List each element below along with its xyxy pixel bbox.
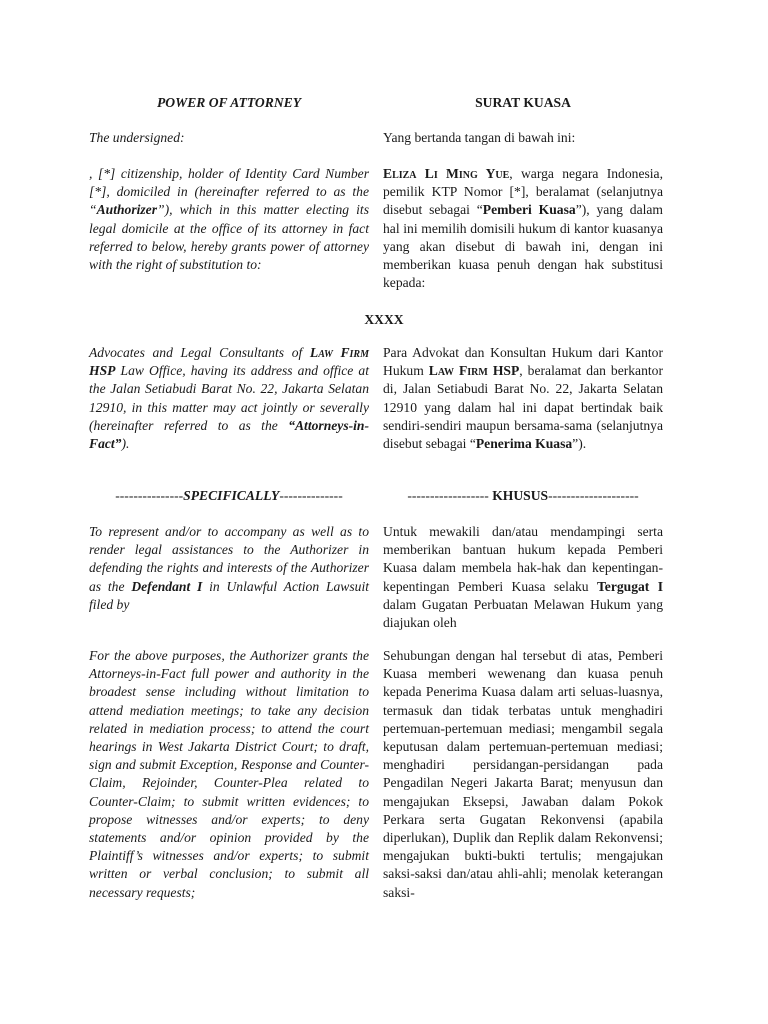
authorizer-paragraph-indonesian: Eliza Li Ming Yue, warga negara Indonesia, pemilik KTP Nomor [*], beralamat (selanjutnya disebut sebagai “Pemberi Kuasa”), yang dalam hal ini memilih domisili hukum di kantor kuasanya yang akan disebut di bawah ini, dengan ini memberikan kuasa penuh dengan hak substitusi kepada: [383, 166, 663, 291]
section-separator: XXXX [364, 312, 404, 327]
specifically-heading-english: ---------------SPECIFICALLY-------------- [115, 488, 343, 503]
advocates-paragraph-english: Advocates and Legal Consultants of Law Firm HSP Law Office, having its address and office at the Jalan Setiabudi Barat No. 22, Jakarta Selatan 12910, in this matter may act jointly or severally (hereinafter referred to as the “Attorneys-in-Fact”). [89, 345, 369, 452]
undersigned-indonesian: Yang bertanda tangan di bawah ini: [383, 130, 576, 145]
represent-paragraph-english: To represent and/or to accompany as well as to render legal assistances to the Authorizer in defending the rights and interests of the Authorizer as the Defendant I in Unlawful Action Lawsuit filed by [89, 524, 370, 612]
represent-paragraph-indonesian: Untuk mewakili dan/atau mendampingi serta memberikan bantuan hukum kepada Pemberi Kuasa dalam membela hak-hak dan kepentingan-kepentingan Pemberi Kuasa selaku Tergugat I dalam Gugatan Perbuatan Melawan Hukum yang diajukan oleh [383, 524, 664, 631]
title-english: POWER OF ATTORNEY [156, 95, 302, 110]
advocates-paragraph-indonesian: Para Advokat dan Konsultan Hukum dari Kantor Hukum Law Firm HSP, beralamat dan berkantor di, Jalan Setiabudi Barat No. 22, Jakarta Selatan 12910 yang dalam hal ini dapat bertindak baik sendiri-sendiri maupun bersama-sama (selanjutnya disebut sebagai “Penerima Kuasa”). [383, 345, 663, 452]
undersigned-english: The undersigned: [89, 130, 185, 145]
authorizer-name: Eliza Li Ming Yue [383, 166, 510, 181]
purposes-paragraph-english: For the above purposes, the Authorizer grants the Attorneys-in-Fact full power and authority in the broadest sense including without limitation to attend mediation meetings; to take any decision related in mediation process; to attend the court hearings in West Jakarta District Court; to draft, sign and submit Exception, Response and Counter-Claim, Rejoinder, Counter-Plea related to Counter-Claim; to submit written evidences; to propose witnesses and/or experts; to deny statements and/or opinion provided by the Plaintiff’s witnesses and/or experts; to submit written or verbal conclusion; to submit all necessary requests; [89, 648, 369, 900]
purposes-paragraph-indonesian: Sehubungan dengan hal tersebut di atas, Pemberi Kuasa memberi wewenang dan kuasa penuh kepada Penerima Kuasa dalam arti seluas-luasnya, termasuk dan tidak terbatas untuk menghadiri pertemuan-pertemuan mediasi; mengambil segala keputusan dalam pertemuan-pertemuan mediasi; menghadiri persidangan-persidangan pada Pengadilan Negeri Jakarta Barat; menyusun dan mengajukan Eksepsi, Jawaban dalam Pokok Perkara serta Gugatan Rekonvensi (apabila diperlukan), Duplik dan Replik dalam Rekonvensi; mengajukan bukti-bukti tertulis; mengajukan saksi-saksi dan/atau ahli-ahli; menolak keterangan saksi- [383, 648, 663, 900]
authorizer-paragraph-english: , [*] citizenship, holder of Identity Card Number [*], domiciled in (hereinafter referred to as the “Authorizer”), which in this matter electing its legal domicile at the office of its attorney in fact referred to below, hereby grants power of attorney with the right of substitution to: [89, 166, 369, 273]
title-indonesian: SURAT KUASA [475, 95, 571, 110]
specifically-heading-indonesian: ------------------ KHUSUS-------------------- [407, 488, 639, 503]
